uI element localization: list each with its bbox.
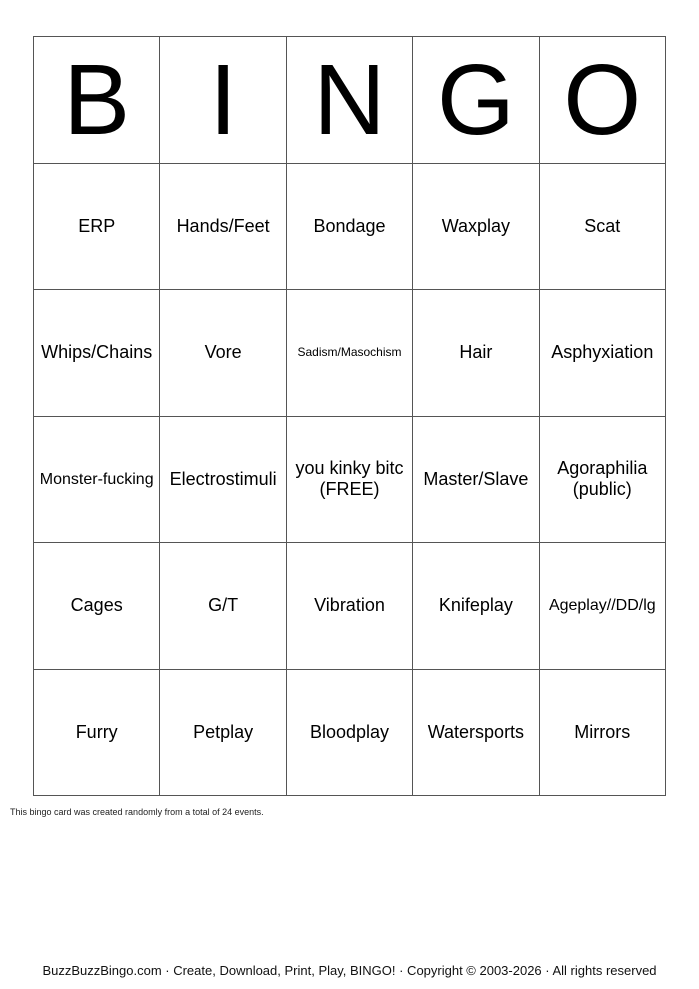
page-footer: BuzzBuzzBingo.com · Create, Download, Print, Play, BINGO! · Copyright © 2003-2026 · All rights reserved <box>42 963 657 978</box>
header-letter-o: O <box>540 37 666 164</box>
bingo-cell: Vibration <box>287 543 413 670</box>
bingo-cell: G/T <box>160 543 286 670</box>
bingo-cell: Mirrors <box>540 670 666 797</box>
bingo-card <box>33 36 666 796</box>
bingo-cell: Waxplay <box>413 164 539 291</box>
header-letter-b: B <box>34 37 160 164</box>
bingo-cell: Electrostimuli <box>160 417 286 544</box>
bingo-cell: Bloodplay <box>287 670 413 797</box>
bingo-cell: Whips/Chains <box>34 290 160 417</box>
header-letter-i: I <box>160 37 286 164</box>
bingo-cell: Watersports <box>413 670 539 797</box>
bingo-cell: Scat <box>540 164 666 291</box>
bingo-cell: Sadism/Masochism <box>287 290 413 417</box>
free-space-cell: you kinky bitc (FREE) <box>287 417 413 544</box>
bingo-cell: Asphyxiation <box>540 290 666 417</box>
card-note: This bingo card was created randomly from a total of 24 events. <box>10 807 264 817</box>
bingo-cell: Hair <box>413 290 539 417</box>
header-letter-g: G <box>413 37 539 164</box>
bingo-cell: Ageplay//DD/lg <box>540 543 666 670</box>
bingo-cell: Knifeplay <box>413 543 539 670</box>
bingo-cell: Petplay <box>160 670 286 797</box>
bingo-cell: ERP <box>34 164 160 291</box>
bingo-cell: Hands/Feet <box>160 164 286 291</box>
bingo-cell: Cages <box>34 543 160 670</box>
bingo-cell: Bondage <box>287 164 413 291</box>
bingo-cell: Master/Slave <box>413 417 539 544</box>
bingo-cell: Monster-fucking <box>34 417 160 544</box>
bingo-cell: Vore <box>160 290 286 417</box>
header-letter-n: N <box>287 37 413 164</box>
bingo-cell: Furry <box>34 670 160 797</box>
bingo-cell: Agoraphilia (public) <box>540 417 666 544</box>
